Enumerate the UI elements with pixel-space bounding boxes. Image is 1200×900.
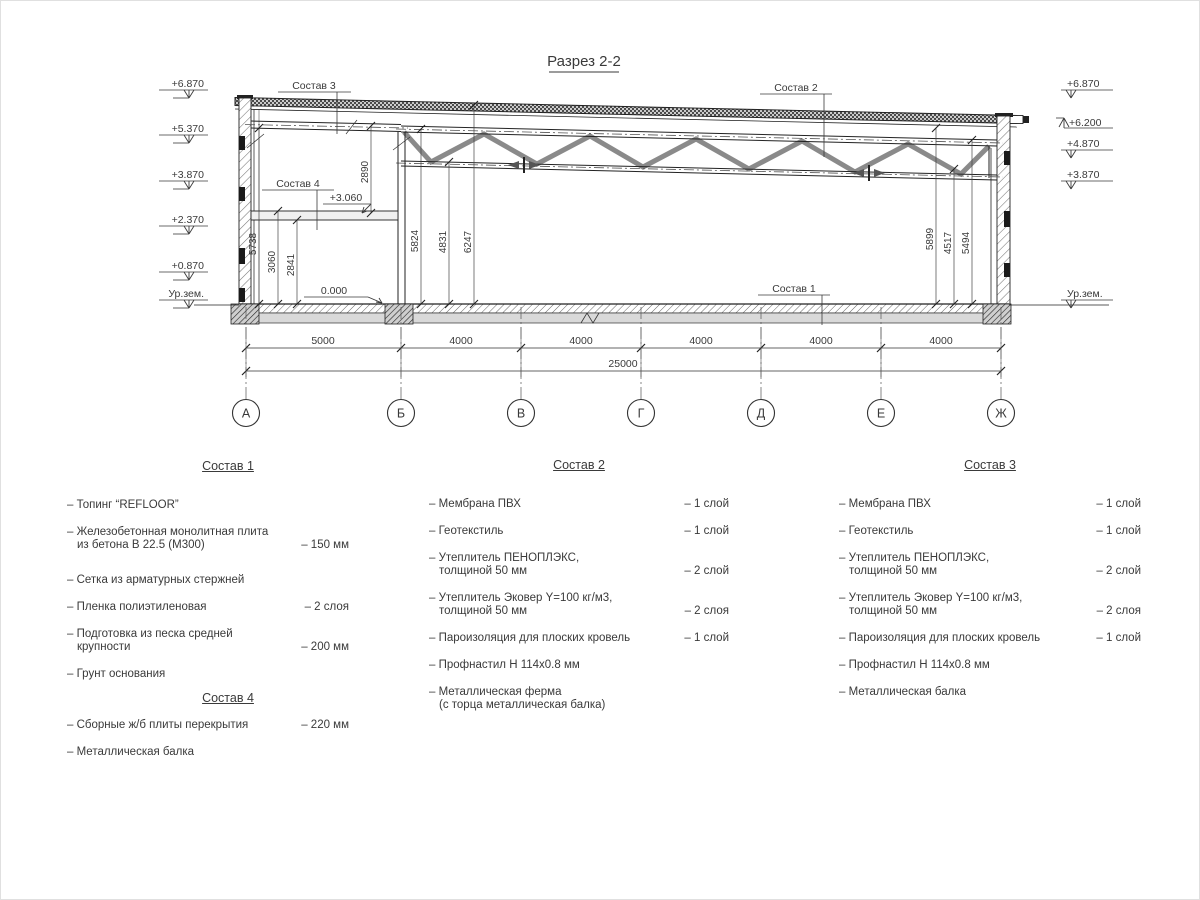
elevation-label: +6.870 (171, 78, 204, 90)
elevation-label: +3.870 (171, 169, 204, 181)
layer-item (429, 525, 729, 538)
layer-value: – 1 слой (1096, 632, 1141, 644)
layer-text: – Металлическая балка (67, 746, 195, 758)
elevation-label: Ур.зем. (1067, 288, 1103, 300)
layer-text: – Геотекстиль (839, 525, 914, 537)
layer-item (429, 592, 729, 618)
layer-value: – 2 слоя (1096, 605, 1141, 617)
dim-label: 2890 (360, 160, 371, 184)
axis-bubble-label: А (241, 406, 251, 421)
level-3060-label (323, 192, 371, 213)
composition-list-4 (67, 692, 349, 773)
dim-label: 5494 (961, 231, 972, 255)
layer-text: толщиной 50 мм (439, 565, 528, 577)
layer-item (67, 574, 349, 587)
composition-list-2 (429, 459, 729, 726)
foundation-block (231, 304, 259, 324)
elevation-label: Ур.зем. (168, 288, 204, 300)
elevation-label: +6.870 (1067, 78, 1100, 90)
right-vertical-dims (925, 124, 976, 308)
page-title: Разрез 2-2 (547, 53, 621, 70)
bottom-dims (242, 327, 1005, 377)
span-dim: 4000 (809, 335, 833, 347)
layer-item (839, 632, 1141, 645)
layer-item (839, 498, 1141, 511)
section-drawing (1, 1, 1200, 446)
foundation-block (385, 304, 413, 324)
layer-text: – Утеплитель ПЕНОПЛЭКС, (429, 552, 580, 564)
roof-edge-block (1023, 116, 1029, 123)
layer-text: – Геотекстиль (429, 525, 504, 537)
elevation-label: +0.870 (171, 260, 204, 272)
layer-value: – 1 слой (684, 632, 729, 644)
span-dim: 4000 (449, 335, 473, 347)
axis-bubble-label: Д (756, 406, 766, 421)
leader-label: Состав 3 (292, 80, 336, 92)
truss-splice-mark (853, 165, 885, 181)
layer-item (839, 686, 1141, 699)
layer-item (839, 525, 1141, 538)
layer-item (429, 632, 729, 645)
layer-text: – Мембрана ПВХ (839, 498, 931, 510)
span-dim: 4000 (689, 335, 713, 347)
mezzanine-slab (251, 211, 398, 220)
layer-text: – Профнастил Н 114х0.8 мм (839, 659, 990, 671)
level-label: +3.060 (329, 192, 363, 204)
truss-splice-mark (508, 157, 540, 173)
layer-text: толщиной 50 мм (849, 605, 938, 617)
layer-text: – Пароизоляция для плоских кровель (839, 632, 1041, 644)
layer-value: – 1 слой (1096, 525, 1141, 537)
left-elevation-marks (159, 78, 208, 308)
layer-text: – Топинг “REFLOOR” (67, 499, 179, 511)
layer-item (429, 498, 729, 511)
layer-item (67, 526, 349, 552)
axis-bubble-label: Е (876, 406, 886, 421)
right-elevation-marks (1056, 78, 1113, 308)
left-vertical-dims (248, 101, 478, 308)
composition-title: Состав 2 (553, 458, 605, 472)
layer-value: – 150 мм (301, 539, 349, 551)
layer-text: из бетона В 22.5 (М300) (77, 539, 205, 551)
layer-value: – 1 слой (684, 498, 729, 510)
composition-title: Состав 3 (964, 458, 1016, 472)
layer-item (67, 601, 349, 614)
layer-value: – 1 слой (684, 525, 729, 537)
span-dim: 4000 (929, 335, 953, 347)
layer-value: – 220 мм (301, 719, 349, 731)
layer-text: – Утеплитель Эковер Y=100 кг/м3, (429, 592, 613, 604)
layer-text: – Металлическая ферма (429, 686, 562, 698)
layer-value: – 2 слоя (684, 605, 729, 617)
composition-list-3 (839, 459, 1141, 713)
layer-value: – 200 мм (301, 641, 349, 653)
floor-slab (194, 304, 1109, 324)
layer-text: – Пароизоляция для плоских кровель (429, 632, 631, 644)
layer-item (429, 659, 729, 672)
layer-item (67, 668, 349, 681)
span-dim: 5000 (311, 335, 335, 347)
layer-text: крупности (77, 641, 131, 653)
composition-list-1 (67, 460, 349, 695)
dim-label: 5738 (248, 232, 259, 256)
dim-label: 4831 (438, 230, 449, 254)
layer-text: – Грунт основания (67, 668, 166, 680)
composition-title: Состав 1 (202, 459, 254, 473)
leader-label: Состав 1 (772, 283, 816, 295)
layer-item (67, 628, 349, 654)
layer-item (839, 552, 1141, 578)
dim-label: 5899 (925, 227, 936, 251)
dim-label: 4517 (943, 231, 954, 255)
dim-label: 3060 (267, 250, 278, 274)
layer-text: – Подготовка из песка средней (67, 628, 233, 640)
layer-item (67, 719, 349, 732)
dim-label: 2841 (286, 253, 297, 277)
dim-label: 5824 (410, 229, 421, 253)
layer-text: толщиной 50 мм (439, 605, 528, 617)
layer-text: – Железобетонная монолитная плита (67, 526, 269, 538)
right-wall (991, 113, 1013, 306)
total-dim: 25000 (608, 358, 638, 370)
drawing-title (547, 53, 621, 72)
layer-item (67, 746, 349, 759)
span-dim: 4000 (569, 335, 593, 347)
layer-item (67, 499, 349, 512)
leader-label: Состав 4 (276, 178, 320, 190)
leader-label: Состав 2 (774, 82, 818, 94)
axis-bubble-label: Г (637, 406, 645, 421)
layer-text: – Утеплитель Эковер Y=100 кг/м3, (839, 592, 1023, 604)
level-label: 0.000 (320, 285, 348, 297)
axis-bubble-label: Б (396, 406, 406, 421)
foundation-block (983, 304, 1011, 324)
ceiling-beam (245, 120, 408, 134)
level-0000-label (304, 285, 382, 303)
layer-item (429, 686, 729, 712)
elevation-label: +4.870 (1067, 138, 1100, 150)
layer-text: толщиной 50 мм (849, 565, 938, 577)
elevation-label: +6.200 (1069, 117, 1102, 129)
layer-item (839, 659, 1141, 672)
layer-text: – Утеплитель ПЕНОПЛЭКС, (839, 552, 990, 564)
roof-truss (396, 126, 1003, 181)
layer-item (839, 592, 1141, 618)
layer-text: – Пленка полиэтиленовая (67, 601, 207, 613)
axis-bubble-label: В (516, 406, 526, 421)
layer-text: – Профнастил Н 114х0.8 мм (429, 659, 580, 671)
layer-text: (с торца металлическая балка) (439, 699, 606, 711)
layer-value: – 2 слой (684, 565, 729, 577)
layer-text: – Сборные ж/б плиты перекрытия (67, 719, 249, 731)
elevation-label: +3.870 (1067, 169, 1100, 181)
layer-item (429, 552, 729, 578)
layer-text: – Металлическая балка (839, 686, 967, 698)
layer-value: – 1 слой (1096, 498, 1141, 510)
dim-label: 6247 (463, 230, 474, 254)
layer-text: – Мембрана ПВХ (429, 498, 521, 510)
layer-text: – Сетка из арматурных стержней (67, 574, 245, 586)
elevation-label: +2.370 (171, 214, 204, 226)
roof-assembly (235, 98, 1029, 128)
composition-title: Состав 4 (202, 691, 254, 705)
layer-value: – 2 слой (1096, 565, 1141, 577)
axis-bubble-label: Ж (995, 406, 1007, 421)
elevation-label: +5.370 (171, 123, 204, 135)
layer-value: – 2 слоя (304, 601, 349, 613)
